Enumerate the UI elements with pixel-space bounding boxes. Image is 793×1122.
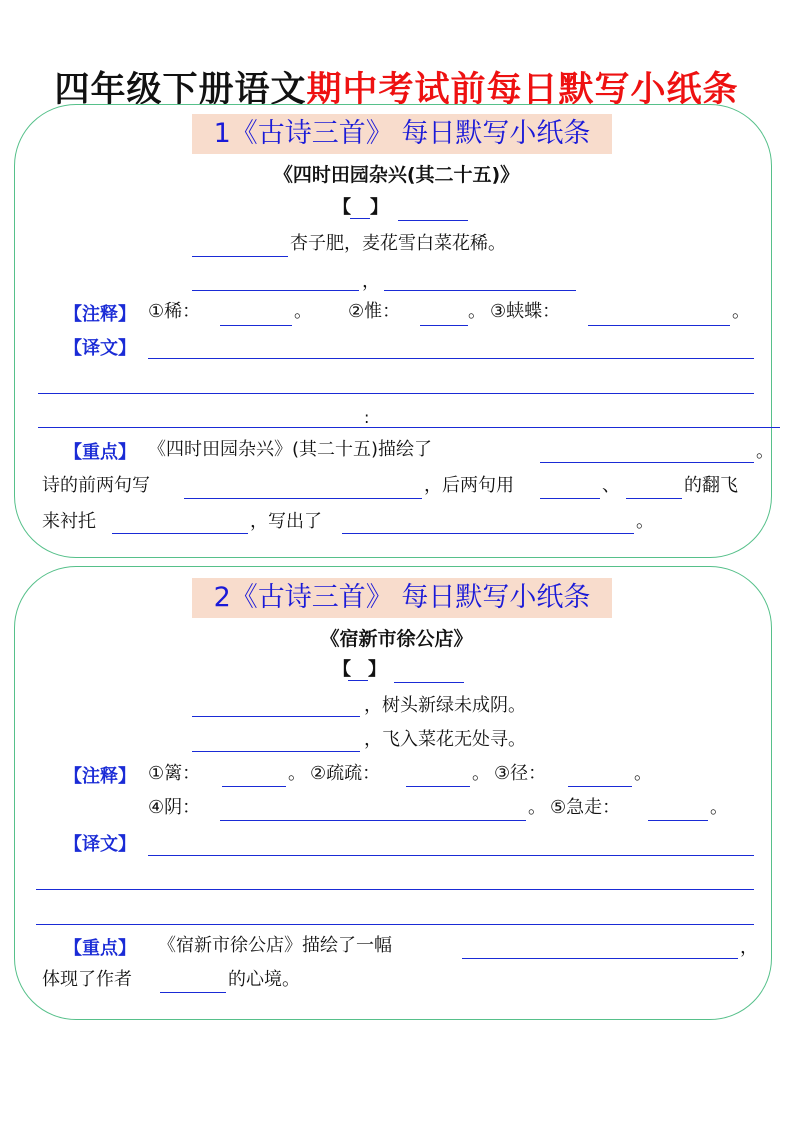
card-2-translation-line-3[interactable] (36, 924, 754, 925)
card-1-note1-end: 。 (294, 301, 312, 322)
card-2-key-text2b: 的心境。 (228, 969, 300, 990)
page-title-black: 四年级下册语文 (54, 70, 307, 110)
card-1-line2-blank-b[interactable] (384, 290, 576, 291)
card-1-key-blank-4[interactable] (626, 498, 682, 499)
card-1-dynasty-blank[interactable] (350, 218, 370, 219)
card-1-poem-title: 《四时田园杂兴(其二十五)》 (273, 164, 520, 186)
card-2-translation-line-1[interactable] (148, 855, 754, 856)
card-1-translation-line-2[interactable] (38, 393, 754, 394)
card-2-note3-blank[interactable] (568, 786, 632, 787)
card-2-key-label: 【重点】 (64, 938, 136, 959)
card-1-note1: ①稀： (148, 301, 201, 322)
card-2-key-text1-end: ， (740, 937, 758, 958)
card-2-key-blank-1[interactable] (462, 958, 738, 959)
page-title-red: 期中考试前每日默写小纸条 (306, 70, 739, 110)
card-1-key-blank-3[interactable] (540, 498, 600, 499)
card-1-line1-blank[interactable] (192, 256, 288, 257)
card-1-key-blank-2[interactable] (184, 498, 422, 499)
card-2-line2-text: ，飞入菜花无处寻。 (364, 729, 526, 750)
card-1-line2-comma: ， (362, 271, 380, 292)
card-1-translation-label: 【译文】 (64, 338, 136, 359)
card-1-author-bracket-right: 】 (370, 197, 388, 218)
card-1-translation-line-1[interactable] (148, 358, 754, 359)
card-1-key-blank-6[interactable] (342, 533, 634, 534)
card-1-key-text2a: 诗的前两句写 (42, 475, 150, 496)
card-2-translation-line-2[interactable] (36, 889, 754, 890)
card-2-key-text1: 《宿新市徐公店》描绘了一幅 (158, 935, 392, 956)
card-2-translation-label: 【译文】 (64, 834, 136, 855)
card-2-author-bracket-left: 【 (333, 659, 351, 680)
card-1-note2-end: 。 (468, 301, 486, 322)
card-2-heading: 2《古诗三首》 每日默写小纸条 (192, 578, 612, 618)
card-2-note5: ⑤急走： (550, 797, 621, 818)
card-1-author-blank[interactable] (398, 220, 468, 221)
card-1-note2: ②惟： (348, 301, 401, 322)
card-2-note5-blank[interactable] (648, 820, 708, 821)
card-2-author-bracket-right: 】 (368, 659, 386, 680)
card-1-key-label: 【重点】 (64, 442, 136, 463)
card-1-note1-blank[interactable] (220, 325, 292, 326)
card-2-note2-blank[interactable] (406, 786, 470, 787)
card-2-line1-blank[interactable] (192, 716, 360, 717)
card-1-author-bracket-left: 【 (333, 197, 351, 218)
card-1-key-blank-1[interactable] (540, 462, 754, 463)
card-2-key-text2a: 体现了作者 (42, 969, 132, 990)
card-2-note5-end: 。 (710, 797, 728, 818)
card-2-line2-blank[interactable] (192, 751, 360, 752)
card-1-key-blank-5[interactable] (112, 533, 248, 534)
card-1-note3-end: 。 (732, 301, 750, 322)
card-2-note3: ③径： (494, 763, 547, 784)
card-1-key-text1-end: 。 (756, 441, 774, 462)
card-2-dynasty-blank[interactable] (348, 680, 368, 681)
card-1-colon-mark: : (364, 408, 370, 427)
card-1-note3: ③蛱蝶： (490, 301, 561, 322)
card-1-key-text3b: ，写出了 (250, 511, 322, 532)
card-2-key-blank-2[interactable] (160, 992, 226, 993)
card-1-note2-blank[interactable] (420, 325, 468, 326)
card-1-line2-blank-a[interactable] (192, 290, 359, 291)
card-1-heading: 1《古诗三首》 每日默写小纸条 (192, 114, 612, 154)
card-1-translation-line-3[interactable] (38, 427, 780, 428)
card-2-note4-blank[interactable] (220, 820, 526, 821)
card-1-key-text3a: 来衬托 (42, 511, 96, 532)
card-2-note2: ②疏疏： (310, 763, 381, 784)
card-2-note4: ④阴： (148, 797, 201, 818)
card-2-author-blank[interactable] (394, 682, 464, 683)
card-2-line1-text: ，树头新绿未成阴。 (364, 695, 526, 716)
card-2-note3-end: 。 (634, 763, 652, 784)
card-2-notes-label: 【注释】 (64, 766, 136, 787)
card-2-note2-end: 。 (472, 763, 490, 784)
card-1-key-text3c: 。 (636, 511, 654, 532)
card-1-key-text1: 《四时田园杂兴》(其二十五)描绘了 (148, 439, 433, 460)
card-2-note4-end: 。 (528, 797, 546, 818)
card-2-note1: ①篱： (148, 763, 201, 784)
card-1-key-text2d: 的翻飞 (684, 475, 738, 496)
card-1-notes-label: 【注释】 (64, 304, 136, 325)
card-2-note1-end: 。 (288, 763, 306, 784)
card-2-note1-blank[interactable] (222, 786, 286, 787)
card-1-line1-text: 杏子肥，麦花雪白菜花稀。 (290, 233, 506, 254)
card-1-key-text2c: 、 (602, 475, 620, 496)
card-1-note3-blank[interactable] (588, 325, 730, 326)
card-2-poem-title: 《宿新市徐公店》 (320, 628, 473, 650)
card-1-key-text2b: ，后两句用 (424, 475, 514, 496)
